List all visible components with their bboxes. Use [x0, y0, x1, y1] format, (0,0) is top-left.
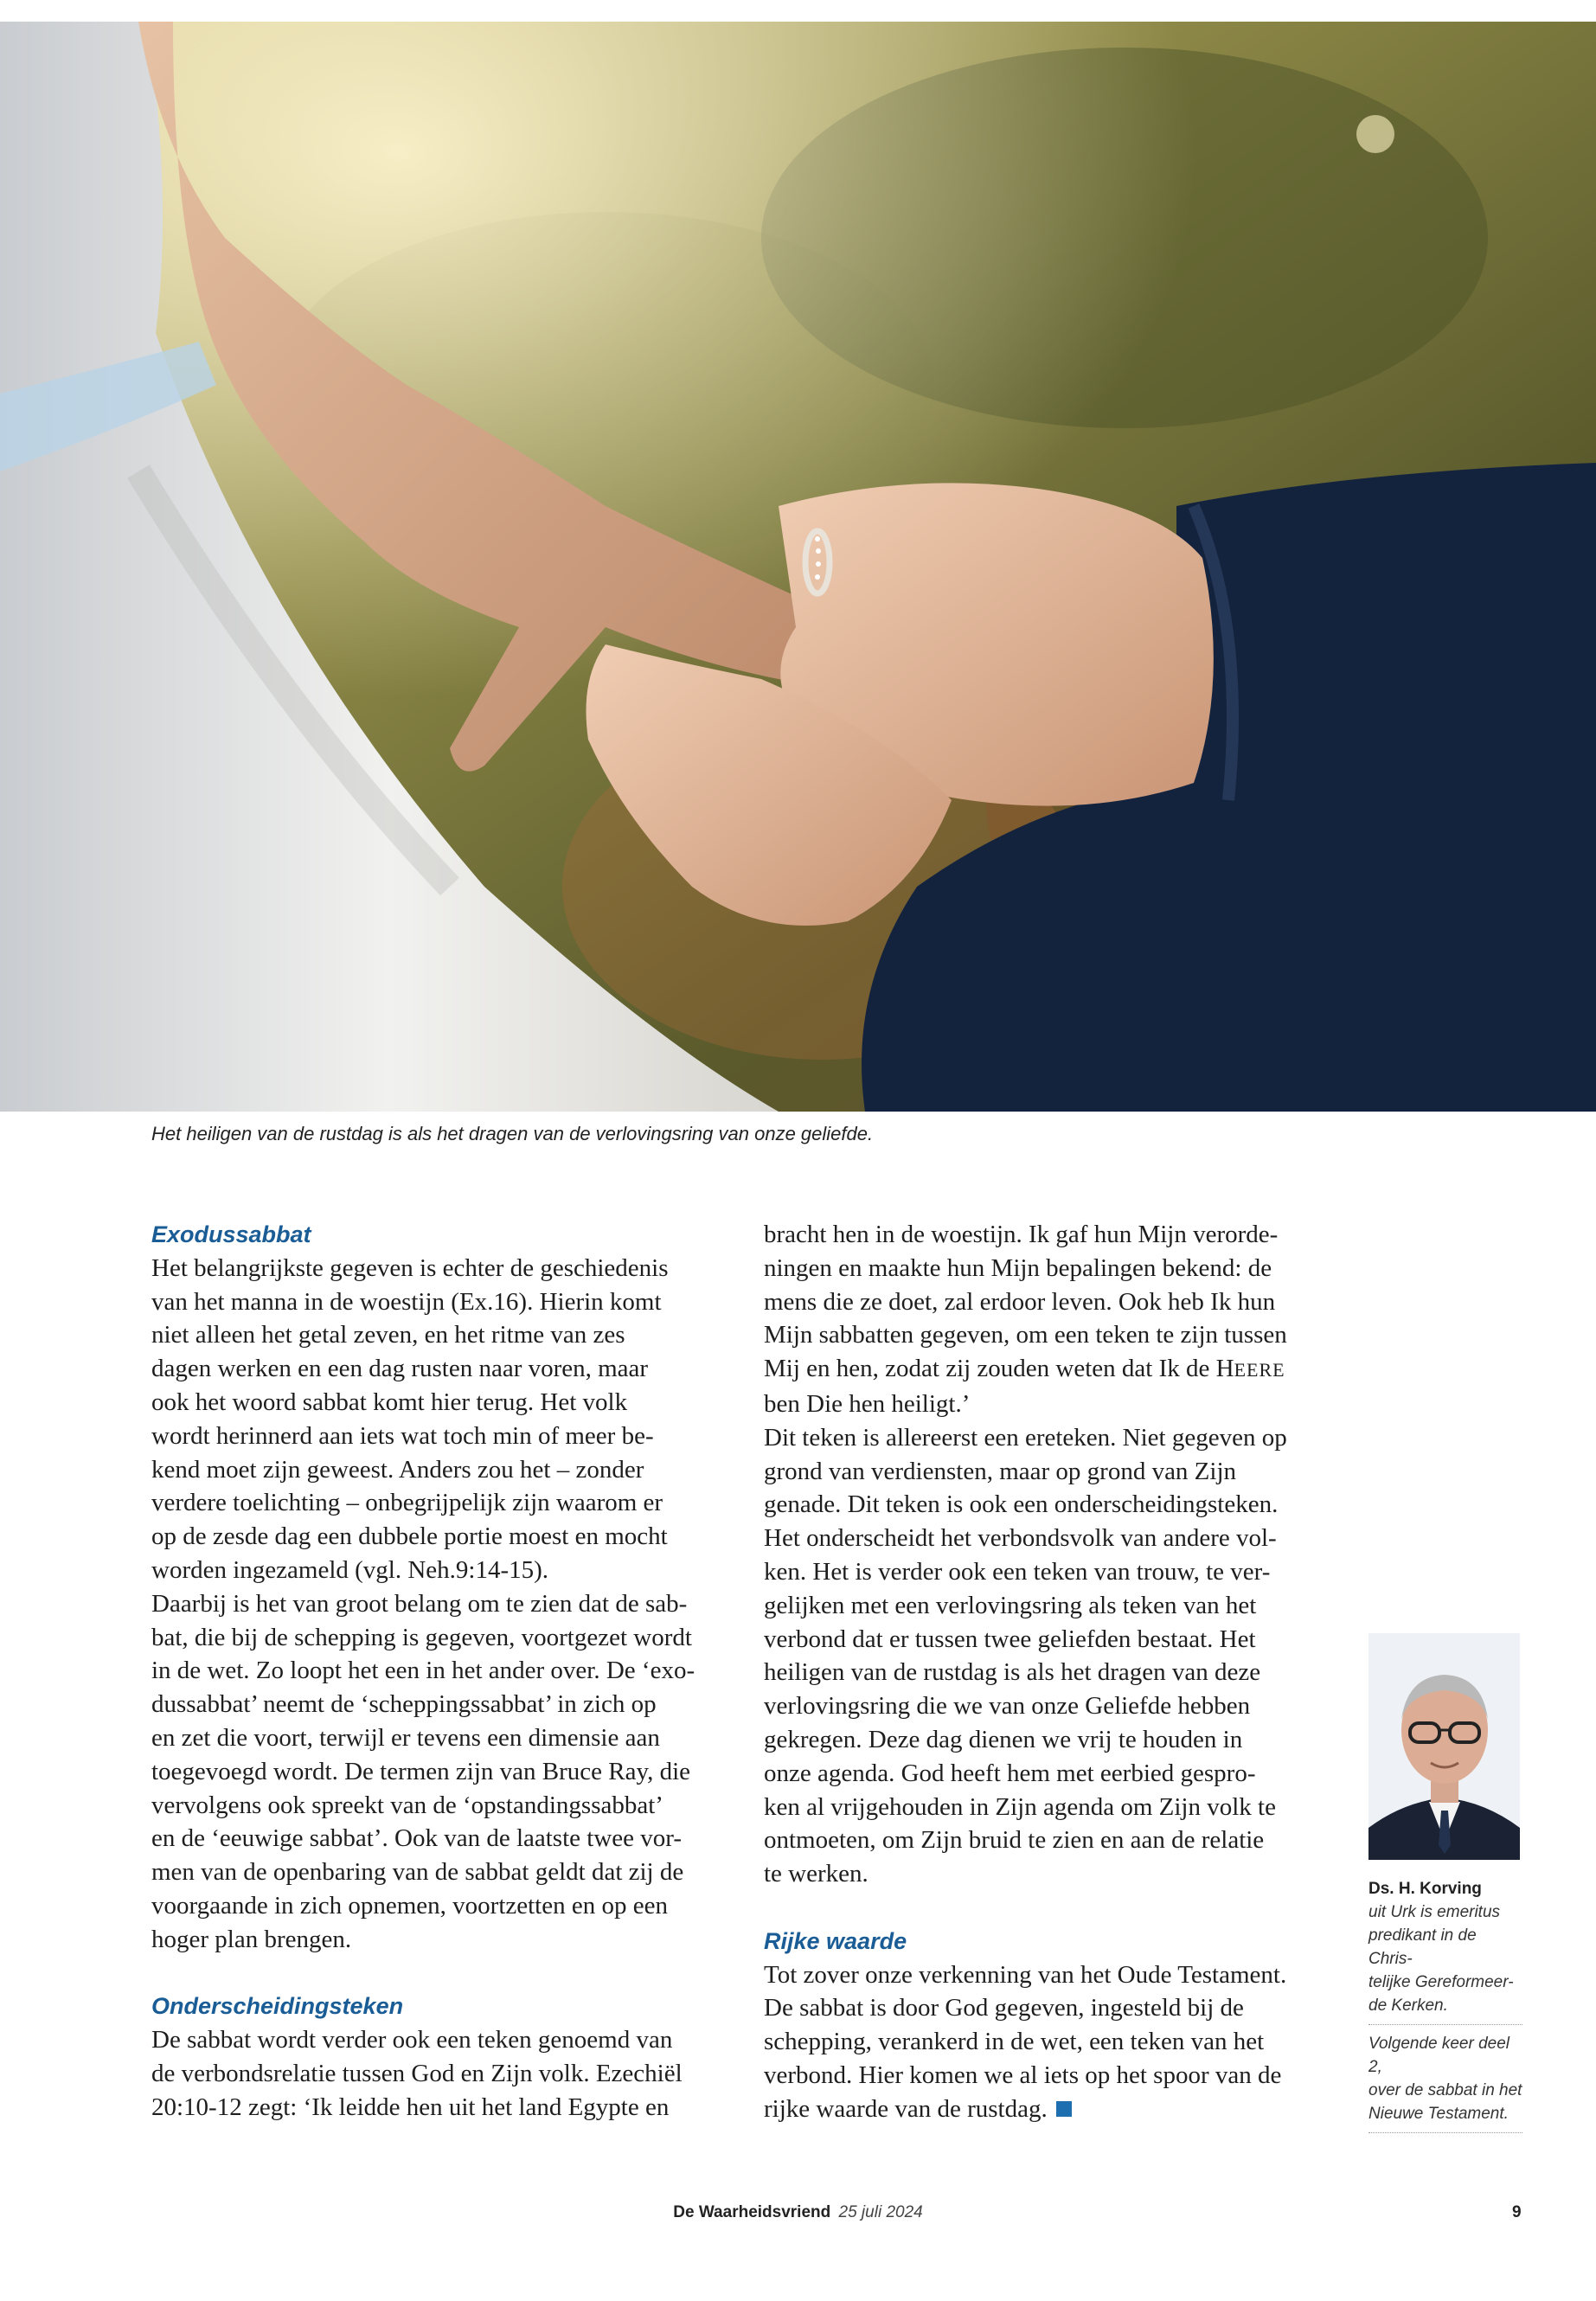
- text-span: bracht hen in de woestijn. Ik gaf hun Mijn verorde- ningen en maakte hun Mijn bepalingen bekend: de mens die ze doet, zal erdoor leven. Ook heb Ik hun Mijn sabbatten gegeven, om een teken te zijn tussen Mij en hen, zodat zij zouden weten dat Ik de H: [764, 1221, 1287, 1383]
- portrait-photo: [1368, 1633, 1520, 1860]
- author-bio: [1368, 1877, 1522, 2140]
- middle-column: [764, 1218, 1335, 2126]
- paragraph: [764, 1958, 1335, 2126]
- paragraph: Daarbij is het van groot belang om te zien dat de sab- bat, die bij de schepping is gegeven, voortgezet wordt in de wet. Zo loopt het een in het ander over. De ‘exo- dussabbat’ neemt de ‘scheppingssabbat’ in zich op en zet die voort, terwijl er tevens een dimensie aan toegevoegd wordt. De termen zijn van Bruce Ray, die vervolgens ook spreekt van de ‘opstandingssabbat’ en de ‘eeuwige sabbat’. Ook van de laatste twee vor- men van de openbaring van de sabbat geldt dat zij de voorgaande in zich opnemen, voortzetten en op een hoger plan brengen.: [151, 1589, 695, 1953]
- divider: [1368, 2132, 1522, 2133]
- paragraph: [764, 1218, 1335, 1421]
- paragraph: Het belangrijkste gegeven is echter de geschiedenis van het manna in de woestijn (Ex.16). Hierin komt niet alleen het getal zeven, en het ritme van zes dagen werken en een dag rusten naar voren, maar ook het woord sabbat komt hier terug. Het volk wordt herinnerd aan iets wat toch min of meer be- kend moet zijn geweest. Anders zou het – zonder verdere toelichting – onbegrijpelijk zijn waarom er op de zesde dag een dubbele portie moest en mocht worden ingezameld (vgl. Neh.9:14-15).: [151, 1253, 669, 1584]
- wedding-ring-hands-photo: [0, 22, 1596, 1112]
- paragraph: De sabbat wordt verder ook een teken genoemd van de verbondsrelatie tussen God en Zijn volk. Ezechiël 20:10-12 zegt: ‘Ik leidde hen uit het land Egypte en: [151, 2026, 683, 2121]
- next-episode-note: Volgende keer deel 2, over de sabbat in het Nieuwe Testament.: [1368, 2035, 1522, 2123]
- hero-photo: [0, 22, 1596, 1112]
- author-description: uit Urk is emeritus predikant in de Chris- telijke Gereformeer- de Kerken.: [1368, 1903, 1514, 2015]
- magazine-name: De Waarheidsvriend: [673, 2203, 831, 2221]
- page-number: 9: [1512, 2203, 1522, 2221]
- paragraph: Dit teken is allereerst een ereteken. Niet gegeven op grond van verdiensten, maar op grond van Zijn genade. Dit teken is ook een onderscheidingsteken. Het onderscheidt het verbondsvolk van andere vol- ken. Het is verder ook een teken van trouw, te ver- gelijken met een verlovingsring als teken van het verbond dat er tussen twee geliefden bestaat. Het heiligen van de rustdag is als het dragen van deze verlovingsring die we van onze Geliefde hebben gekregen. Deze dag dienen we vrij te houden in onze agenda. God heeft hem met eerbied gespro- ken al vrijgehouden in Zijn agenda om Zijn volk te ontmoeten, om Zijn bruid te zien en aan de relatie te werken.: [764, 1423, 1287, 1888]
- issue-date: 25 juli 2024: [838, 2203, 923, 2221]
- text-span: Tot zover onze verkenning van het Oude Testament. De sabbat is door God gegeven, ingesteld bij de schepping, verankerd in de wet, een teken van het verbond. Hier komen we al iets op het spoor van de rijke waarde van de rustdag.: [764, 1960, 1287, 2123]
- heading-rijke-waarde: Rijke waarde: [764, 1927, 907, 1954]
- author-portrait: [1368, 1633, 1520, 1860]
- publication: [0, 2203, 1596, 2222]
- divider: [1368, 2024, 1522, 2025]
- left-column: [151, 1218, 722, 2125]
- heading-exodussabbat: Exodussabbat: [151, 1221, 311, 1247]
- smallcaps-heere: EERE: [1234, 1359, 1285, 1381]
- page-footer: [0, 2203, 1596, 2229]
- text-span: ben Die hen heiligt.’: [764, 1389, 971, 1418]
- heading-onderscheidingsteken: Onderscheidingsteken: [151, 1993, 404, 2020]
- photo-caption: Het heiligen van de rustdag is als het dragen van de verlovingsring van onze geliefde.: [151, 1123, 874, 1144]
- author-name: Ds. H. Korving: [1368, 1880, 1482, 1898]
- end-mark-square-icon: [1056, 2101, 1072, 2117]
